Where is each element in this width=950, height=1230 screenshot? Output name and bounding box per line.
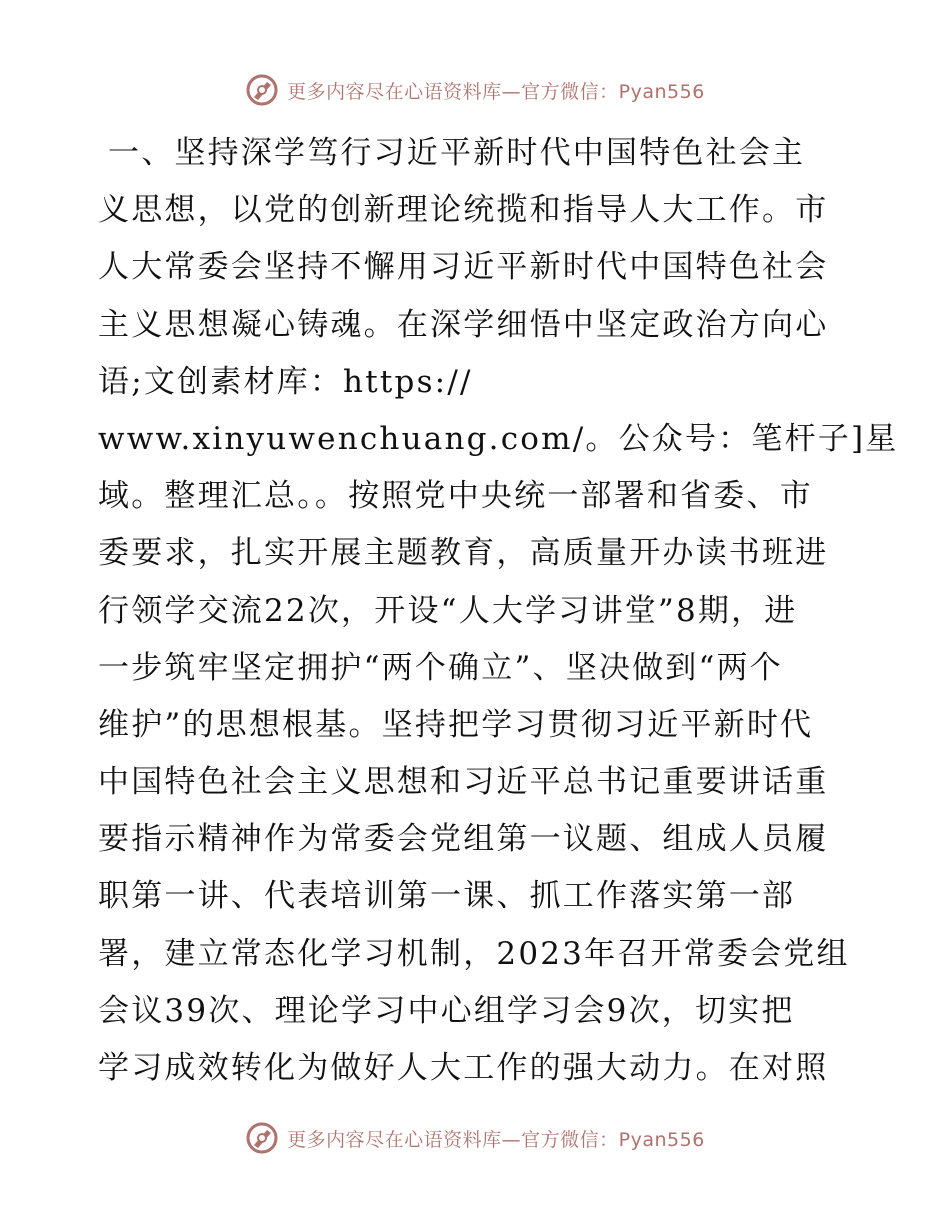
text-line: www.xinyuwenchuang.com/。公众号：笔杆子]星 xyxy=(98,420,899,457)
header-watermark xyxy=(0,70,950,110)
text-line: 域。整理汇总。。按照党中央统一部署和省委、市 xyxy=(98,478,813,515)
text-line: 委要求，扎实开展主题教育，高质量开办读书班进 xyxy=(98,535,829,572)
text-line: 一步筑牢坚定拥护“两个确立”、坚决做到“两个 xyxy=(98,649,783,686)
text-line: 职第一讲、代表培训第一课、抓工作落实第一部 xyxy=(98,878,796,915)
text-line: 中国特色社会主义思想和习近平总书记重要讲话重 xyxy=(98,764,829,801)
text-line: 学习成效转化为做好人大工作的强大动力。在对照 xyxy=(98,1050,829,1086)
text-line: 会议39次、理论学习中心组学习会9次，切实把 xyxy=(98,992,795,1029)
text-line: 要指示精神作为常委会党组第一议题、组成人员履 xyxy=(98,821,829,858)
text-line: 维护”的思想根基。坚持把学习贯彻习近平新时代 xyxy=(98,706,814,743)
pen-seal-logo-icon xyxy=(245,73,279,107)
footer-watermark xyxy=(0,1118,950,1158)
text-line: 署，建立常态化学习机制，2023年召开常委会党组 xyxy=(98,935,850,972)
article-paragraph xyxy=(98,125,899,1097)
text-line: 主义思想凝心铸魂。在深学细悟中坚定政治方向心 xyxy=(98,306,829,343)
pen-seal-logo-icon xyxy=(245,1121,279,1155)
text-line: 义思想，以党的创新理论统揽和指导人大工作。市 xyxy=(98,192,829,229)
text-line: 行领学交流22次，开设“人大学习讲堂”8期，进 xyxy=(98,592,798,629)
text-line: 人大常委会坚持不懈用习近平新时代中国特色社会 xyxy=(98,249,829,286)
text-line: 一、坚持深学笃行习近平新时代中国特色社会主 xyxy=(108,135,806,171)
text-line: 语;文创素材库：https:// xyxy=(98,363,473,400)
watermark-text: 更多内容尽在心语资料库—官方微信：Pyan556 xyxy=(287,80,705,103)
watermark-text: 更多内容尽在心语资料库—官方微信：Pyan556 xyxy=(287,1128,705,1151)
